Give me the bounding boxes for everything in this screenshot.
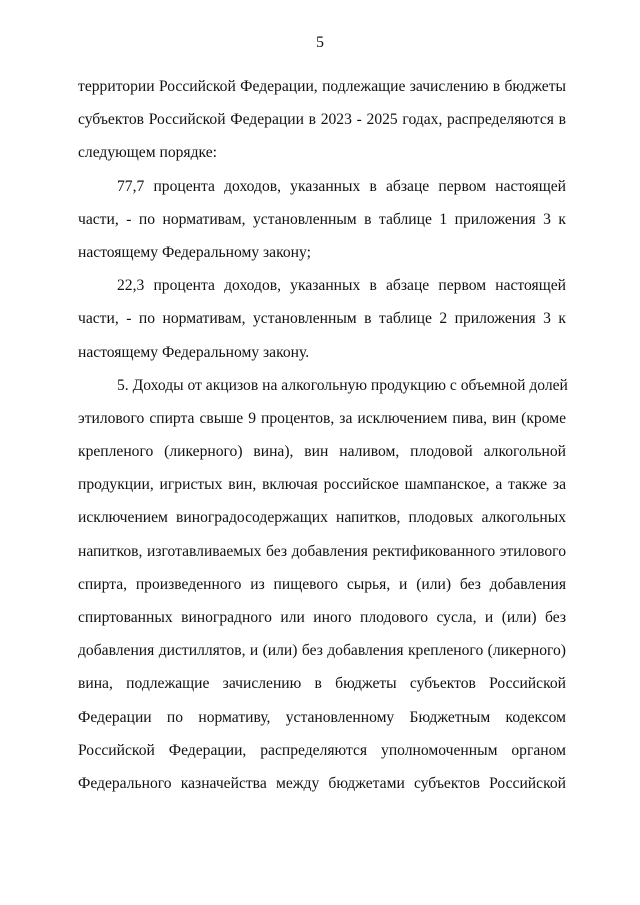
text-line: Федерального казначейства между бюджетами субъектов Российской bbox=[78, 774, 566, 792]
text-line: исключением виноградосодержащих напитков, плодовых алкогольных bbox=[78, 509, 566, 527]
text-line: части, - по нормативам, установленным в таблице 2 приложения 3 к bbox=[78, 310, 566, 328]
text-line: спиртованных виноградного или иного плодового сусла, и (или) без bbox=[78, 609, 566, 626]
text-line: напитков, изготавливаемых без добавления ректификованного этилового bbox=[78, 542, 566, 560]
text-line: спирта, произведенного из пищевого сырья, и (или) без добавления bbox=[78, 575, 566, 593]
text-line: крепленого (ликерного) вина), вин наливом, плодовой алкогольной bbox=[78, 443, 566, 461]
text-line: продукции, игристых вин, включая российское шампанское, а также за bbox=[78, 476, 566, 494]
document-body bbox=[78, 70, 566, 800]
text-line: 5. Доходы от акцизов на алкогольную продукцию с объемной долей bbox=[117, 376, 568, 394]
paragraph-distribution-intro bbox=[78, 70, 566, 170]
text-line: территории Российской Федерации, подлежащие зачислению в бюджеты bbox=[78, 78, 566, 95]
page-number: 5 bbox=[316, 34, 324, 51]
text-line: субъектов Российской Федерации в 2023 - 2025 годах, распределяются в bbox=[78, 111, 566, 129]
text-line: настоящему Федеральному закону; bbox=[78, 243, 311, 261]
text-line: этилового спирта свыше 9 процентов, за исключением пива, вин (кроме bbox=[78, 409, 566, 427]
text-line: части, - по нормативам, установленным в таблице 1 приложения 3 к bbox=[78, 210, 566, 228]
text-line: Федерации по нормативу, установленному Бюджетным кодексом bbox=[78, 708, 566, 726]
text-line: вина, подлежащие зачислению в бюджеты субъектов Российской bbox=[78, 675, 566, 693]
text-line: 77,7 процента доходов, указанных в абзаце первом настоящей bbox=[117, 177, 566, 195]
text-line: настоящему Федеральному закону. bbox=[78, 343, 310, 361]
text-line: Российской Федерации, распределяются уполномоченным органом bbox=[78, 741, 566, 759]
paragraph-77-7-percent bbox=[78, 170, 566, 270]
paragraph-22-3-percent bbox=[78, 269, 566, 369]
paragraph-item-5-alcohol-excise bbox=[78, 369, 566, 800]
text-line: следующем порядке: bbox=[78, 144, 217, 162]
text-line: добавления дистиллятов, и (или) без добавления крепленого (ликерного) bbox=[78, 642, 566, 660]
text-line: 22,3 процента доходов, указанных в абзаце первом настоящей bbox=[117, 277, 566, 295]
